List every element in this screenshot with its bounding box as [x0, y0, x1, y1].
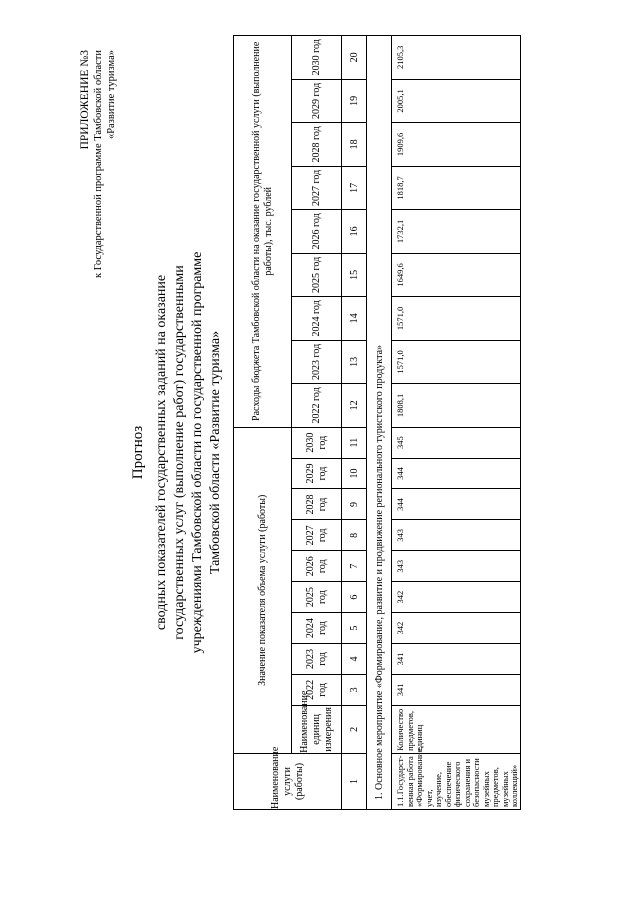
volume-value: 342	[392, 582, 521, 613]
column-number: 9	[342, 489, 367, 520]
year-header: 2029 год	[292, 79, 342, 123]
year-header: 2025 год	[292, 253, 342, 297]
volume-value: 343	[392, 520, 521, 551]
column-number: 8	[342, 520, 367, 551]
year-header: 2027 год	[292, 166, 342, 210]
column-number: 11	[342, 427, 367, 458]
year-header: 2026 год	[292, 551, 342, 582]
forecast-table	[233, 35, 521, 810]
year-header: 2023 год	[292, 340, 342, 384]
section-subheader: 1. Основное мероприятие «Формирование, развитие и продвижение регионального туристского продукта»	[367, 36, 392, 810]
column-number: 19	[342, 79, 367, 123]
document-title: Прогноз	[130, 425, 146, 480]
budget-value: 1732,1	[392, 210, 521, 254]
volume-value: 341	[392, 644, 521, 675]
year-header: 2024 год	[292, 613, 342, 644]
year-header: 2029 год	[292, 458, 342, 489]
budget-value: 1909,6	[392, 123, 521, 167]
title-line: сводных показателей государственных заданий на оказание	[154, 274, 169, 631]
volume-value: 345	[392, 427, 521, 458]
year-header: 2027 год	[292, 520, 342, 551]
service-name: 1.1.Государст-венная работа «Формирование, учет, изучение, обеспечение физического сохранения и безопасности музейных предметов, музейных коллекций»	[392, 753, 521, 809]
year-header: 2030 год	[292, 36, 342, 80]
column-number: 14	[342, 297, 367, 341]
year-header: 2022 год	[292, 384, 342, 428]
column-number: 13	[342, 340, 367, 384]
column-number: 6	[342, 582, 367, 613]
column-number: 10	[342, 458, 367, 489]
volume-value: 343	[392, 551, 521, 582]
column-number: 18	[342, 123, 367, 167]
header-unit: Наименование единиц измерения	[292, 705, 342, 753]
budget-value: 1571,0	[392, 340, 521, 384]
appendix-number: ПРИЛОЖЕНИЕ №3	[79, 50, 91, 150]
budget-value: 1808,1	[392, 384, 521, 428]
title-line: государственных услуг (выполнение работ) государственными	[172, 265, 187, 640]
title-line: учреждениями Тамбовской области по государственной программе	[190, 251, 205, 654]
volume-value: 342	[392, 613, 521, 644]
volume-value: 344	[392, 458, 521, 489]
year-header: 2025 год	[292, 582, 342, 613]
year-header: 2022 год	[292, 674, 342, 705]
column-number: 3	[342, 674, 367, 705]
year-header: 2030 год	[292, 427, 342, 458]
header-volume: Значение показателя объема услуги (работы)	[234, 427, 292, 753]
budget-value: 2005,1	[392, 79, 521, 123]
year-header: 2028 год	[292, 123, 342, 167]
title-line: Тамбовской области «Развитие туризма»	[208, 330, 223, 575]
column-number: 5	[342, 613, 367, 644]
unit-name: Количество предметов, единиц	[392, 705, 521, 753]
header-service: Наименование услуги (работы)	[234, 753, 342, 809]
column-number: 15	[342, 253, 367, 297]
column-number: 17	[342, 166, 367, 210]
column-number: 16	[342, 210, 367, 254]
appendix-program: «Развитие туризма»	[106, 50, 117, 140]
column-number: 7	[342, 551, 367, 582]
appendix-reference: к Государственной программе Тамбовской области	[93, 50, 104, 278]
year-header: 2023 год	[292, 644, 342, 675]
budget-value: 1649,6	[392, 253, 521, 297]
header-budget: Расходы бюджета Тамбовской области на оказание государственной услуги (выполнение работы), тыс. рублей	[234, 36, 292, 428]
year-header: 2024 год	[292, 297, 342, 341]
volume-value: 341	[392, 674, 521, 705]
budget-value: 1571,0	[392, 297, 521, 341]
column-number: 4	[342, 644, 367, 675]
budget-value: 2105,3	[392, 36, 521, 80]
year-header: 2026 год	[292, 210, 342, 254]
column-number: 12	[342, 384, 367, 428]
column-number: 1	[342, 753, 367, 809]
column-number: 2	[342, 705, 367, 753]
column-number: 20	[342, 36, 367, 80]
volume-value: 344	[392, 489, 521, 520]
budget-value: 1818,7	[392, 166, 521, 210]
year-header: 2028 год	[292, 489, 342, 520]
